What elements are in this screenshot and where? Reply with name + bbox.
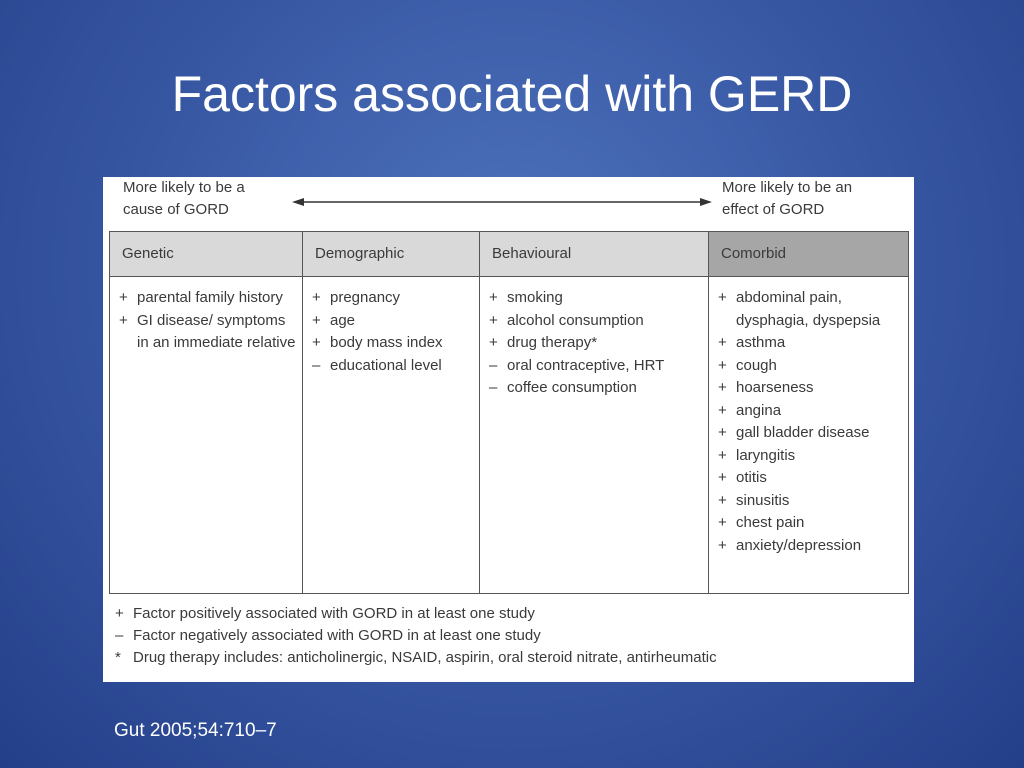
header-behavioural: Behavioural xyxy=(479,232,708,277)
factor-text: age xyxy=(330,311,356,329)
factor-sign: + xyxy=(718,424,727,441)
behavioural-column xyxy=(479,277,708,593)
factor-item xyxy=(718,332,902,355)
factor-item xyxy=(119,287,296,310)
factor-item xyxy=(312,287,473,310)
factor-text: GI disease/ symptoms in an immediate relative xyxy=(137,311,296,351)
factor-text: laryngitis xyxy=(736,446,796,464)
factor-item xyxy=(718,377,902,400)
factor-item xyxy=(718,490,902,513)
footnote-text: Factor positively associated with GORD in at least one study xyxy=(133,605,535,622)
factor-item xyxy=(312,332,473,355)
header-demographic: Demographic xyxy=(302,232,479,277)
footnote-sign: + xyxy=(115,605,124,622)
factor-sign: + xyxy=(718,401,727,419)
factor-text: drug therapy* xyxy=(507,334,598,351)
factor-item xyxy=(489,310,702,333)
factor-item xyxy=(489,287,702,310)
factor-text: smoking xyxy=(507,289,563,306)
factor-item xyxy=(718,355,902,378)
factor-item xyxy=(489,332,702,355)
footnote xyxy=(115,603,717,625)
factor-item xyxy=(718,512,902,535)
factor-item xyxy=(718,467,902,490)
factor-sign: + xyxy=(718,289,727,306)
factor-text: abdominal pain, dysphagia, dyspepsia xyxy=(736,289,881,329)
factor-sign: – xyxy=(489,379,498,396)
demographic-column xyxy=(302,277,479,593)
footnote-sign: * xyxy=(115,649,121,666)
factor-text: gall bladder disease xyxy=(736,424,870,441)
header-comorbid: Comorbid xyxy=(708,232,908,277)
factor-text: educational level xyxy=(330,356,442,374)
factor-text: angina xyxy=(736,401,782,419)
footnote-sign: – xyxy=(115,627,124,644)
factor-text: sinusitis xyxy=(736,491,790,509)
factor-item xyxy=(718,422,902,445)
factor-sign: + xyxy=(312,311,321,329)
effect-note xyxy=(722,177,852,221)
factor-sign: + xyxy=(489,311,498,329)
factor-item xyxy=(489,377,702,400)
factor-sign: + xyxy=(718,491,727,509)
factor-sign: + xyxy=(718,379,727,396)
factor-text: cough xyxy=(736,356,777,374)
factor-sign: + xyxy=(489,334,498,351)
factor-sign: + xyxy=(489,289,498,306)
factor-item xyxy=(718,400,902,423)
factor-sign: + xyxy=(312,289,321,306)
factor-text: alcohol consumption xyxy=(507,311,644,329)
cause-note xyxy=(123,177,245,221)
factor-text: body mass index xyxy=(330,334,443,351)
factor-text: anxiety/depression xyxy=(736,536,862,554)
effect-note-line: effect of GORD xyxy=(722,201,825,218)
double-arrow-icon xyxy=(292,195,712,209)
footnote-text: Factor negatively associated with GORD in at least one study xyxy=(133,627,541,644)
factor-text: hoarseness xyxy=(736,379,814,396)
gord-factors-figure xyxy=(103,177,914,682)
cause-note-line: cause of GORD xyxy=(123,201,229,218)
header-genetic: Genetic xyxy=(110,232,302,277)
factors-table xyxy=(109,231,909,594)
factor-sign: + xyxy=(312,334,321,351)
factor-sign: + xyxy=(718,536,727,554)
factor-text: chest pain xyxy=(736,514,805,531)
factor-item xyxy=(489,355,702,378)
slide-title: Factors associated with GERD xyxy=(171,66,853,122)
factor-item xyxy=(119,310,296,355)
footnotes xyxy=(115,603,717,669)
factor-text: asthma xyxy=(736,334,786,351)
footnote xyxy=(115,647,717,669)
footnote xyxy=(115,625,717,647)
factor-text: otitis xyxy=(736,469,767,486)
factor-text: parental family history xyxy=(137,289,283,306)
factor-item xyxy=(312,310,473,333)
factor-sign: + xyxy=(119,289,128,306)
factor-item xyxy=(718,535,902,558)
factor-sign: + xyxy=(718,356,727,374)
factor-item xyxy=(718,287,902,332)
cause-note-line: More likely to be a xyxy=(123,179,245,196)
factor-text: oral contraceptive, HRT xyxy=(507,356,665,374)
factor-item xyxy=(312,355,473,378)
genetic-column xyxy=(110,277,302,593)
factor-text: pregnancy xyxy=(330,289,401,306)
comorbid-column xyxy=(708,277,908,593)
factor-item xyxy=(718,445,902,468)
citation: Gut 2005;54:710–7 xyxy=(114,720,277,741)
factor-sign: + xyxy=(718,514,727,531)
factor-sign: + xyxy=(718,469,727,486)
effect-note-line: More likely to be an xyxy=(722,179,853,196)
footnote-text: Drug therapy includes: anticholinergic, NSAID, aspirin, oral steroid nitrate, antirheumatic xyxy=(133,649,717,666)
factor-sign: – xyxy=(489,356,498,374)
factor-sign: + xyxy=(718,334,727,351)
factor-sign: + xyxy=(119,311,128,329)
factor-sign: – xyxy=(312,356,321,374)
factor-sign: + xyxy=(718,446,727,464)
factor-text: coffee consumption xyxy=(507,379,637,396)
